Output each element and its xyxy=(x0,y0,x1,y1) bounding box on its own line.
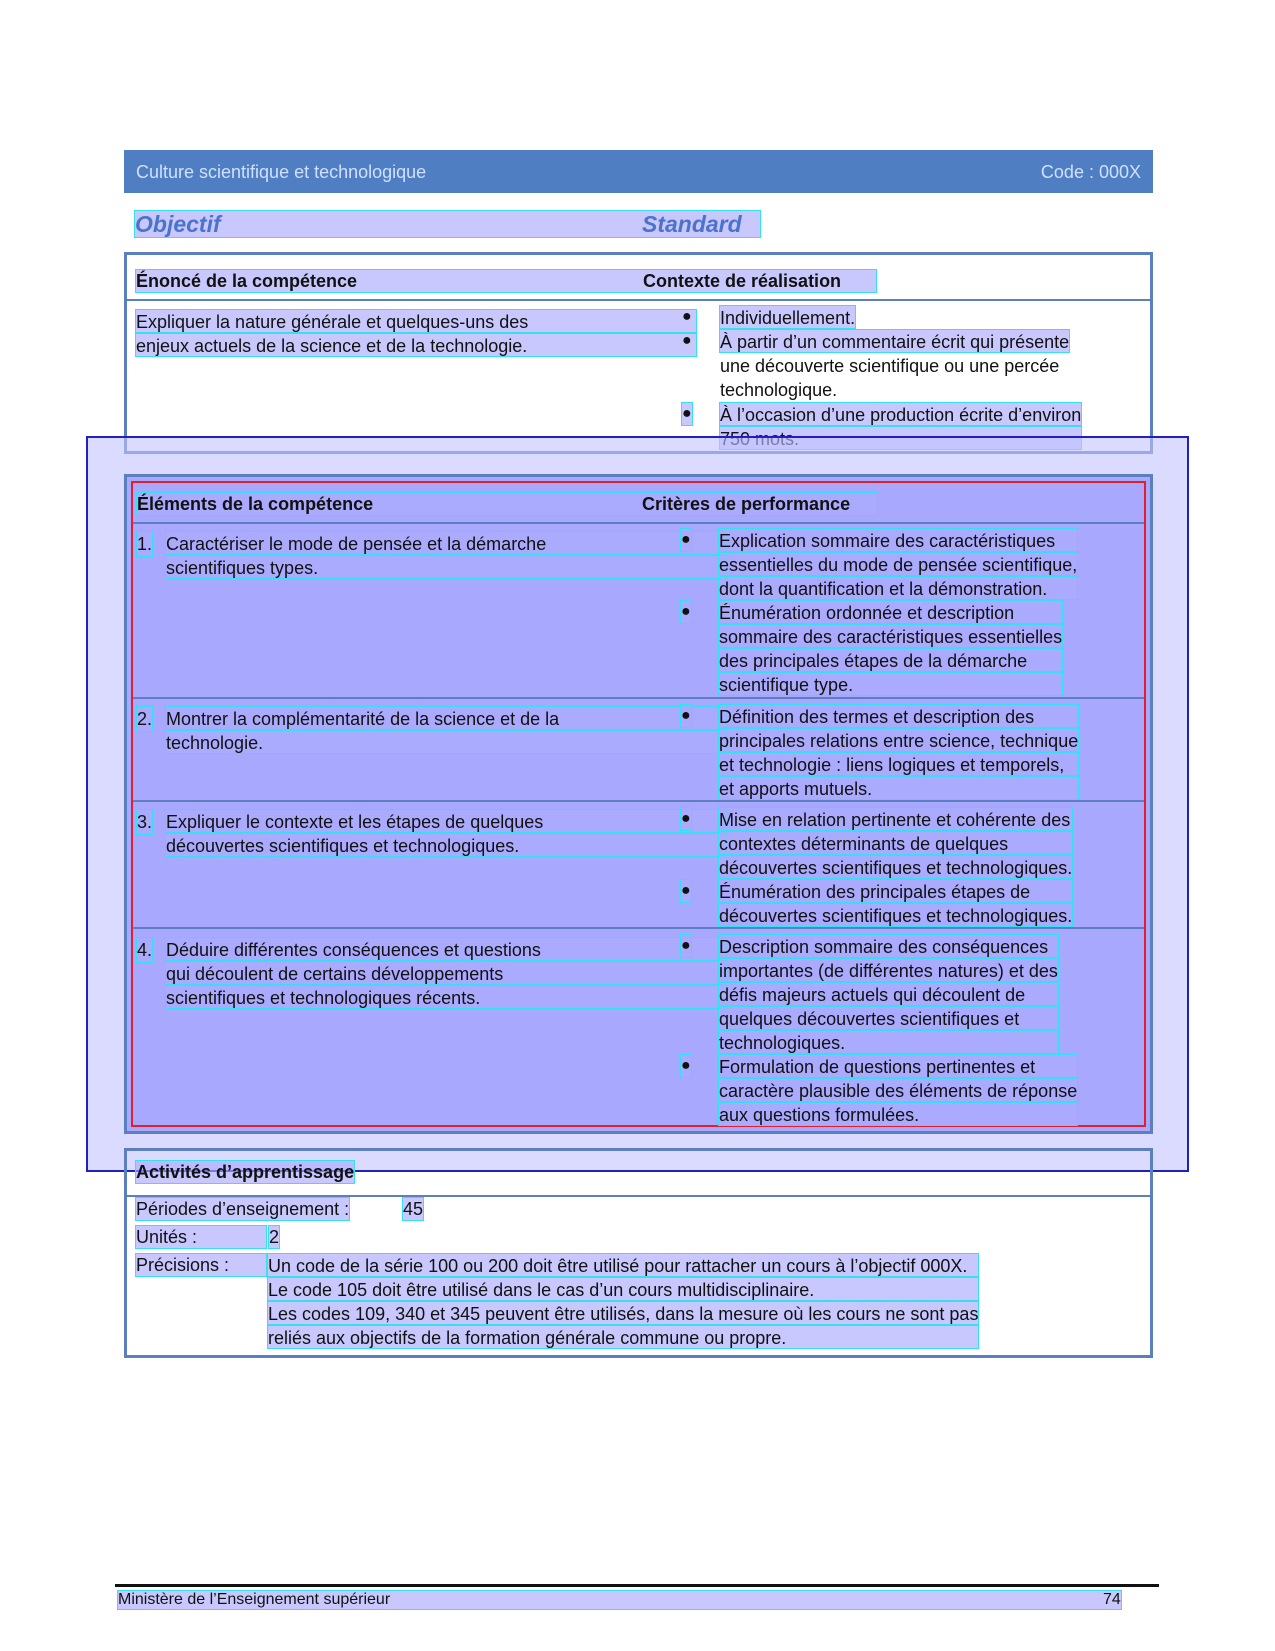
criterion-line: caractère plausible des éléments de réponse xyxy=(719,1081,1078,1101)
criterion-line: Description sommaire des conséquences xyxy=(719,935,1058,957)
element-line: scientifiques types. xyxy=(166,556,726,578)
elements-header: Éléments de la compétence xyxy=(137,493,877,515)
criterion-line: des principales étapes de la démarche xyxy=(719,649,1062,671)
criterion-line: importantes (de différentes natures) et des xyxy=(719,961,1058,981)
contexte-item xyxy=(720,330,1069,402)
bullet-icon: ● xyxy=(682,332,692,349)
unites-value: 2 xyxy=(269,1227,280,1247)
criterion-line: dont la quantification et la démonstration. xyxy=(719,577,1077,599)
criterion-line: Formulation de questions pertinentes et xyxy=(719,1055,1077,1077)
criterion-line: Énumération ordonnée et description xyxy=(719,601,1062,623)
periodes-value: 45 xyxy=(403,1199,424,1219)
element-line: Expliquer le contexte et les étapes de quelques xyxy=(166,810,726,832)
bullet-icon: ● xyxy=(681,705,691,727)
periodes-label: Périodes d’enseignement : xyxy=(136,1199,350,1219)
element-line: découvertes scientifiques et technologiques. xyxy=(166,834,726,856)
page-number: 74 xyxy=(1103,1591,1121,1608)
element-line: Déduire différentes conséquences et questions xyxy=(166,938,726,960)
contexte-line: À l’occasion d’une production écrite d’environ xyxy=(720,405,1082,425)
element-number: 1. xyxy=(137,534,153,554)
criterion-line: Définition des termes et description des xyxy=(719,705,1078,727)
precisions-label: Précisions : xyxy=(136,1254,266,1276)
element-number: 3. xyxy=(137,812,153,832)
bullet-icon: ● xyxy=(681,601,691,623)
element-line: technologie. xyxy=(166,731,726,753)
footer-ministry: Ministère de l’Enseignement supérieur xyxy=(118,1591,1121,1609)
criterion-line: et apports mutuels. xyxy=(719,777,1078,799)
criterion-line: Énumération des principales étapes de xyxy=(719,880,1072,902)
element-text xyxy=(166,707,726,755)
unites-label: Unités : xyxy=(136,1226,266,1248)
element-number: 4. xyxy=(137,940,153,960)
elements-highlight-frame xyxy=(131,481,1146,1127)
criterion xyxy=(719,808,1072,880)
criterion xyxy=(719,601,1062,697)
bullet-icon: ● xyxy=(681,935,691,957)
standard-label: Standard xyxy=(642,211,742,237)
row-separator xyxy=(133,800,1144,802)
competence-statement xyxy=(136,310,696,358)
element-line: qui découlent de certains développements xyxy=(166,962,726,984)
criterion-line: contextes déterminants de quelques xyxy=(719,832,1072,854)
criterion-line: principales relations entre science, technique xyxy=(719,731,1079,751)
element-text xyxy=(166,810,726,858)
criterion-line: et technologie : liens logiques et temporels, xyxy=(719,753,1078,775)
criterion-line: découvertes scientifiques et technologiques. xyxy=(719,906,1073,926)
criterion-line: aux questions formulées. xyxy=(719,1103,1077,1125)
criterion-line: Mise en relation pertinente et cohérente des xyxy=(719,810,1071,830)
element-text xyxy=(166,532,726,580)
statement-line: Expliquer la nature générale et quelques-uns des xyxy=(136,310,696,332)
element-text xyxy=(166,938,726,1010)
bullet-icon: ● xyxy=(681,808,691,830)
criterion-line: quelques découvertes scientifiques et xyxy=(719,1007,1058,1029)
criterion-line: technologiques. xyxy=(719,1031,1058,1053)
course-code: Code : 000X xyxy=(1040,162,1141,182)
footer-rule xyxy=(115,1584,1159,1587)
bullet-icon: ● xyxy=(681,529,691,551)
element-line: Montrer la complémentarité de la science et de la xyxy=(166,707,726,729)
contexte-line: une découverte scientifique ou une percée xyxy=(720,356,1060,376)
precision-line: reliés aux objectifs de la formation générale commune ou propre. xyxy=(268,1326,978,1348)
precisions-text xyxy=(268,1254,978,1350)
criterion-line: découvertes scientifiques et technologiques. xyxy=(719,858,1073,878)
element-line: scientifiques et technologiques récents. xyxy=(166,986,726,1008)
contexte-header: Contexte de réalisation xyxy=(643,271,842,291)
criterion-line: essentielles du mode de pensée scientifique, xyxy=(719,555,1078,575)
contexte-item xyxy=(720,306,855,330)
criteres-header: Critères de performance xyxy=(642,494,851,514)
criterion xyxy=(719,1055,1077,1127)
contexte-line: technologique. xyxy=(720,380,838,400)
precision-line: Les codes 109, 340 et 345 peuvent être utilisés, dans la mesure où les cours ne sont pas xyxy=(268,1304,979,1324)
enonce-header: Énoncé de la compétence xyxy=(136,270,876,292)
activites-header: Activités d’apprentissage xyxy=(136,1162,355,1182)
criterion-line: sommaire des caractéristiques essentielles xyxy=(719,627,1063,647)
statement-line: enjeux actuels de la science et de la technologie. xyxy=(136,334,696,356)
criterion xyxy=(719,880,1072,928)
elements-box xyxy=(124,474,1153,1134)
row-separator xyxy=(133,927,1144,929)
element-number: 2. xyxy=(137,709,153,729)
row-separator xyxy=(133,697,1144,699)
course-title: Culture scientifique et technologique xyxy=(136,162,427,182)
criterion-line: Explication sommaire des caractéristiques xyxy=(719,529,1077,551)
precision-line: Le code 105 doit être utilisé dans le cas d’un cours multidisciplinaire. xyxy=(268,1278,978,1300)
precision-line: Un code de la série 100 ou 200 doit être utilisé pour rattacher un cours à l’objectif 000X. xyxy=(268,1254,978,1276)
contexte-line: Individuellement. xyxy=(720,308,856,328)
row-separator xyxy=(133,522,1144,524)
element-line: Caractériser le mode de pensée et la démarche xyxy=(166,532,726,554)
criterion xyxy=(719,529,1077,601)
criterion-line: défis majeurs actuels qui découlent de xyxy=(719,983,1058,1005)
bullet-icon: ● xyxy=(681,880,691,902)
activites-box xyxy=(124,1148,1153,1358)
bullet-icon: ● xyxy=(682,308,692,325)
enonce-box xyxy=(124,252,1153,454)
criterion xyxy=(719,935,1058,1055)
contexte-line: À partir d’un commentaire écrit qui présente xyxy=(720,332,1070,352)
criterion xyxy=(719,705,1078,801)
bullet-icon: ● xyxy=(681,1055,691,1077)
course-header-bar xyxy=(124,150,1153,193)
criterion-line: scientifique type. xyxy=(719,673,1062,695)
objectif-label: Objectif xyxy=(135,211,760,237)
bullet-icon: ● xyxy=(682,403,692,425)
